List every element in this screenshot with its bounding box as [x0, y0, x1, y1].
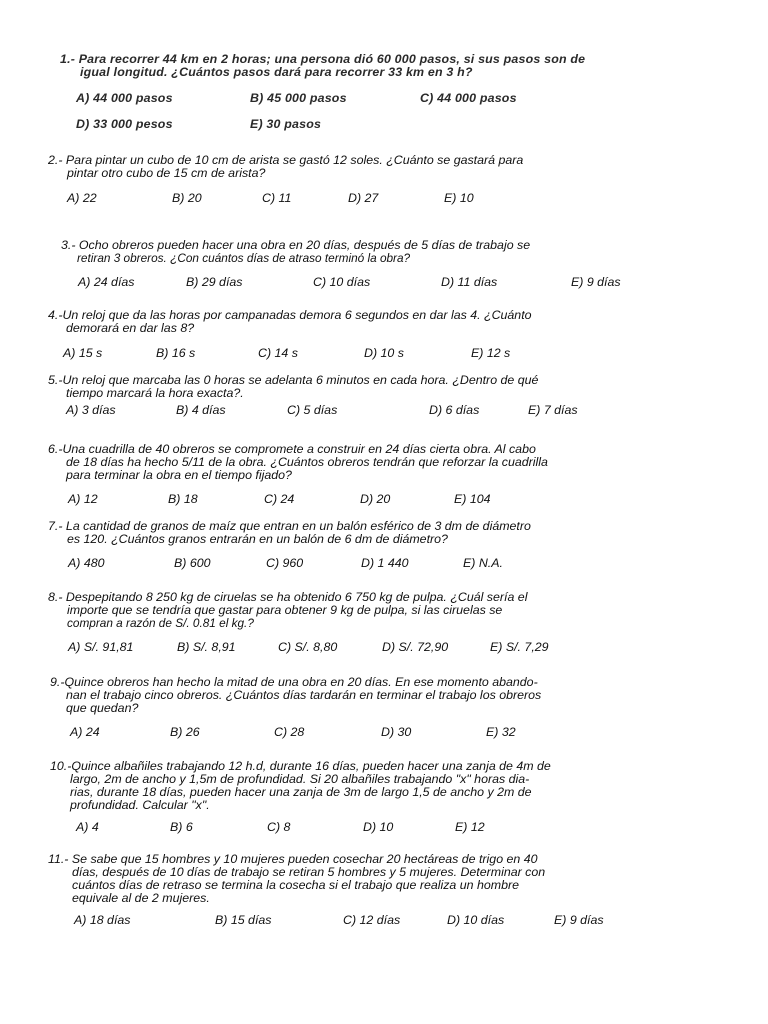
option-a: A) 44 000 pasos [76, 91, 173, 105]
question-line: Una cuadrilla de 40 obreros se compromete a construir en 24 días cierta obra. Al cabo [62, 442, 536, 456]
option-d: D) 27 [348, 191, 379, 205]
option-d: D) 1 440 [361, 556, 409, 570]
question-line-2: demorará en dar las 8? [66, 321, 195, 335]
question-line: Para pintar un cubo de 10 cm de arista se gastó 12 soles. ¿Cuánto se gastará para [65, 153, 524, 167]
option-d: D) 6 días [429, 403, 480, 417]
question-line: Se sabe que 15 hombres y 10 mujeres pueden cosechar 20 hectáreas de trigo en 40 [71, 852, 538, 866]
question-line: Un reloj que marcaba las 0 horas se adelanta 6 minutos en cada hora. ¿Dentro de qué [62, 373, 539, 387]
question-line-3: para terminar la obra en el tiempo fijado? [66, 468, 292, 482]
question-6 [48, 443, 668, 507]
question-line-4: equivale al de 2 mujeres. [72, 891, 210, 905]
option-a: A) 12 [68, 492, 98, 506]
option-c: C) 12 días [343, 913, 401, 927]
question-line: Para recorrer 44 km en 2 horas; una persona dió 60 000 pasos, si sus pasos son de [78, 52, 586, 66]
option-a: A) 22 [67, 191, 97, 205]
option-e: E) 12 [455, 820, 485, 834]
option-e: E) 9 días [571, 275, 621, 289]
option-c: C) 8 [267, 820, 291, 834]
question-line-2: nan el trabajo cinco obreros. ¿Cuántos días tardarán en terminar el trabajo los obreros [66, 688, 542, 702]
option-b: B) 4 días [176, 403, 226, 417]
question-line-2: es 120. ¿Cuántos granos entrarán en un balón de 6 dm de diámetro? [67, 532, 448, 546]
option-d: D) 30 [381, 725, 412, 739]
option-a: A) 18 días [74, 913, 131, 927]
question-line-2: retiran 3 obreros. ¿Con cuántos días de atraso terminó la obra? [77, 251, 411, 265]
question-line: Quince albañiles trabajando 12 h.d, durante 16 días, pueden hacer una zanja de 4m de [71, 759, 551, 773]
option-e: E) 30 pasos [250, 117, 322, 131]
option-b: B) 16 s [156, 346, 196, 360]
question-number: 5.- [48, 373, 63, 387]
option-d: D) 10 [363, 820, 394, 834]
option-c: C) 960 [266, 556, 304, 570]
question-line-2: igual longitud. ¿Cuántos pasos dará para recorrer 33 km en 3 h? [80, 65, 473, 79]
question-line-4: profundidad. Calcular "x". [70, 798, 210, 812]
option-e: E) 32 [486, 725, 516, 739]
option-b: B) S/. 8,91 [177, 640, 236, 654]
question-line-3: compran a razón de S/. 0.81 el kg.? [67, 616, 254, 630]
option-e: E) 12 s [471, 346, 511, 360]
option-e: E) N.A. [463, 556, 503, 570]
option-b: B) 15 días [215, 913, 272, 927]
question-line-3: rias, durante 18 días, pueden hacer una zanja de 3m de largo 1,5 de ancho y 2m de [70, 785, 532, 799]
option-c: C) 44 000 pasos [420, 91, 517, 105]
option-b: B) 6 [170, 820, 193, 834]
question-number: 9.- [50, 675, 65, 689]
option-a: A) 3 días [66, 403, 116, 417]
question-line-2: de 18 días ha hecho 5/11 de la obra. ¿Cuántos obreros tendrán que reforzar la cuadrilla [66, 455, 548, 469]
question-line-2: tiempo marcará la hora exacta?. [66, 386, 244, 400]
option-e: E) S/. 7,29 [490, 640, 549, 654]
option-c: C) 14 s [258, 346, 298, 360]
question-line: Despepitando 8 250 kg de ciruelas se ha obtenido 6 750 kg de pulpa. ¿Cuál sería el [65, 590, 528, 604]
question-line: La cantidad de granos de maíz que entran en un balón esférico de 3 dm de diámetro [65, 519, 531, 533]
option-d: D) 20 [360, 492, 391, 506]
option-b: B) 18 [168, 492, 198, 506]
option-d: D) S/. 72,90 [382, 640, 449, 654]
question-number: 1.- [60, 52, 76, 66]
question-number: 10.- [50, 759, 72, 773]
option-a: A) 24 días [78, 275, 135, 289]
option-a: A) 15 s [63, 346, 103, 360]
option-a: A) 4 [76, 820, 99, 834]
question-line-2: importe que se tendría que gastar para obtener 9 kg de pulpa, si las ciruelas se [67, 603, 503, 617]
question-2 [48, 154, 668, 206]
question-7 [48, 520, 668, 571]
option-c: C) 10 días [313, 275, 371, 289]
question-8 [48, 591, 668, 655]
question-11 [48, 853, 668, 928]
option-c: C) 28 [274, 725, 305, 739]
option-b: B) 26 [170, 725, 200, 739]
option-d: D) 11 días [441, 275, 498, 289]
option-e: E) 104 [454, 492, 491, 506]
question-number: 8.- [48, 590, 63, 604]
option-d: D) 33 000 pesos [76, 117, 173, 131]
question-number: 11.- [48, 852, 69, 866]
option-d: D) 10 días [447, 913, 505, 927]
question-line: Ocho obreros pueden hacer una obra en 20 días, después de 5 días de trabajo se [78, 238, 531, 252]
option-a: A) S/. 91,81 [68, 640, 134, 654]
question-line-2: pintar otro cubo de 15 cm de arista? [67, 166, 266, 180]
option-d: D) 10 s [364, 346, 404, 360]
option-c: C) 11 [262, 191, 292, 205]
option-c: C) 5 días [287, 403, 338, 417]
question-line-2: largo, 2m de ancho y 1,5m de profundidad. Si 20 albañiles trabajando "x" horas dia- [70, 772, 530, 786]
option-c: C) S/. 8,80 [278, 640, 338, 654]
option-a: A) 24 [70, 725, 100, 739]
question-number: 2.- [48, 153, 63, 167]
question-1 [60, 53, 660, 132]
question-number: 7.- [48, 519, 63, 533]
question-line: Quince obreros han hecho la mitad de una obra en 20 días. En ese momento abando- [64, 675, 538, 689]
option-a: A) 480 [68, 556, 105, 570]
question-9 [50, 676, 670, 740]
option-b: B) 20 [172, 191, 202, 205]
option-b: B) 29 días [186, 275, 243, 289]
question-3 [61, 239, 681, 290]
question-line-3: que quedan? [66, 701, 139, 715]
question-number: 6.- [48, 442, 63, 456]
question-line-2: días, después de 10 días de trabajo se retiran 5 hombres y 5 mujeres. Determinar con [72, 865, 546, 879]
option-e: E) 10 [444, 191, 474, 205]
option-b: B) 45 000 pasos [250, 91, 347, 105]
option-e: E) 9 días [554, 913, 604, 927]
question-line: Un reloj que da las horas por campanadas demora 6 segundos en dar las 4. ¿Cuánto [62, 308, 532, 322]
option-e: E) 7 días [528, 403, 578, 417]
question-line-3: cuántos días de retraso se termina la cosecha si el trabajo que realiza un hombre [72, 878, 520, 892]
option-b: B) 600 [174, 556, 211, 570]
option-c: C) 24 [264, 492, 295, 506]
question-5 [48, 374, 668, 418]
question-4 [48, 309, 668, 361]
question-10 [50, 760, 670, 835]
question-number: 4.- [48, 308, 63, 322]
question-number: 3.- [61, 238, 76, 252]
